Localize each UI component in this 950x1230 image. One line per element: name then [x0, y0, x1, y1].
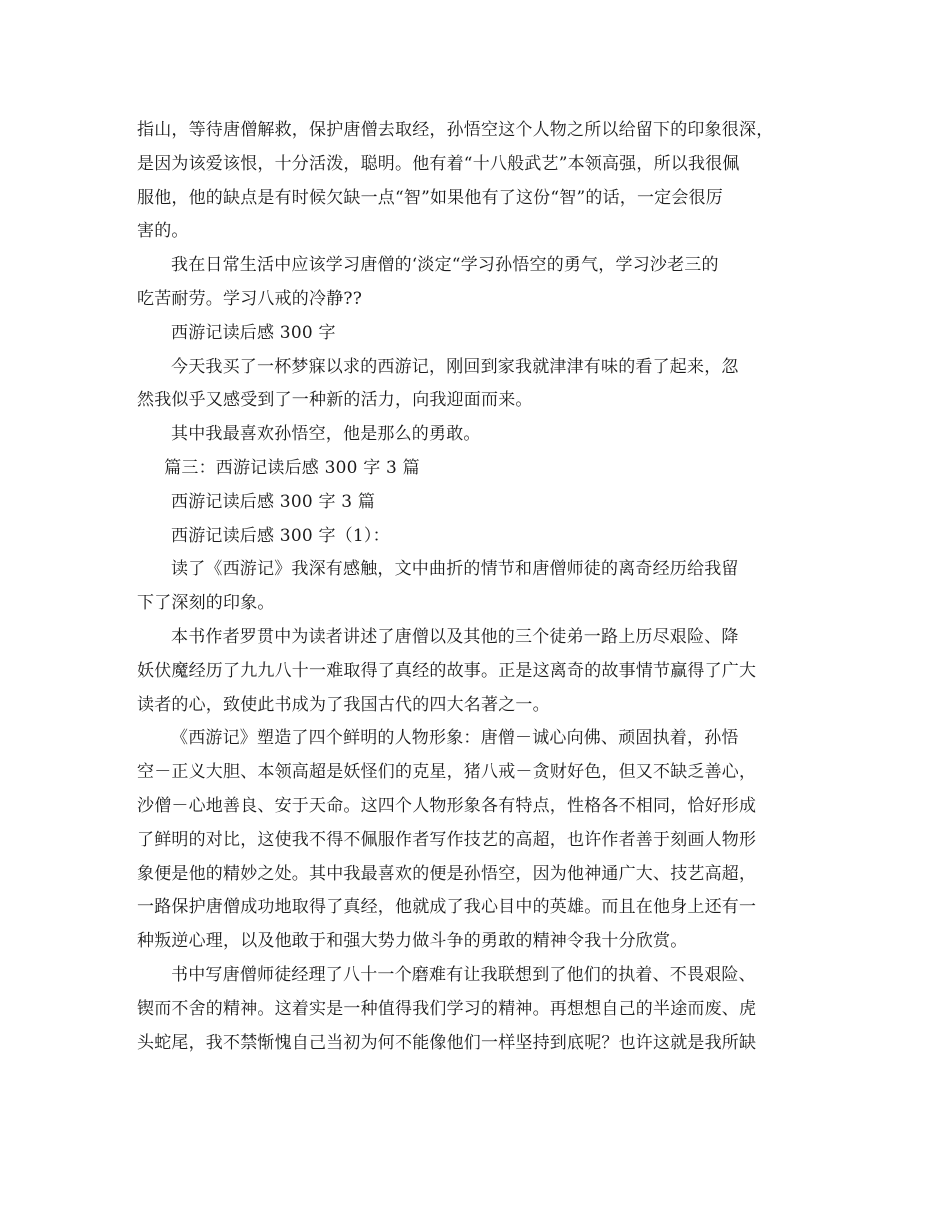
text-line: 今天我买了一杯梦寐以求的西游记，刚回到家我就津津有味的看了起来，忽 [171, 356, 739, 377]
text-line: 了鲜明的对比，这使我不得不佩服作者写作技艺的高超，也许作者善于刻画人物形 [137, 829, 757, 850]
text-line: 书中写唐僧师徒经理了八十一个磨难有让我联想到了他们的执着、不畏艰险、 [171, 964, 756, 985]
text-line: 西游记读后感 300 字（1）： [171, 525, 390, 546]
text-line: 空－正义大胆、本领高超是妖怪们的克星，猪八戒－贪财好色，但又不缺乏善心， [137, 762, 757, 783]
text-line: 然我似乎又感受到了一种新的活力，向我迎面而来。 [137, 390, 533, 411]
text-line: 我在日常生活中应该学习唐僧的‘淡定“学习孙悟空的勇气，学习沙老三的 [171, 255, 719, 276]
section-title [137, 452, 817, 486]
text-line: 锲而不舍的精神。这着实是一种值得我们学习的精神。再想想自己的半途而废、虎 [137, 998, 757, 1019]
text-line: 害的。 [137, 221, 189, 242]
text-line: 沙僧－心地善良、安于天命。这四个人物形象各有特点，性格各不相同，恰好形成 [137, 795, 757, 816]
text-line: 下了深刻的印象。 [137, 593, 275, 614]
subheading [137, 486, 817, 520]
text-line: 篇三：西游记读后感 300 字 3 篇 [164, 457, 420, 478]
paragraph [137, 621, 817, 722]
document-body [137, 114, 817, 1060]
text-line: 《西游记》塑造了四个鲜明的人物形象：唐僧－诚心向佛、顽固执着，孙悟 [171, 728, 739, 749]
paragraph [137, 722, 817, 959]
text-line: 读者的心，致使此书成为了我国古代的四大名著之一。 [137, 694, 550, 715]
paragraph-continuation [137, 114, 817, 249]
paragraph [137, 418, 817, 452]
text-line: 是因为该爱该恨，十分活泼，聪明。他有着“十八般武艺”本领高强，所以我很佩 [137, 153, 740, 174]
text-line: 指山，等待唐僧解救，保护唐僧去取经，孙悟空这个人物之所以给留下的印象很深， [137, 120, 774, 140]
subheading [137, 317, 817, 351]
text-line: 吃苦耐劳。学习八戒的冷静?? [137, 288, 363, 309]
paragraph [137, 351, 817, 419]
text-line: 其中我最喜欢孙悟空，他是那么的勇敢。 [171, 424, 481, 445]
paragraph [137, 959, 817, 1060]
text-line: 西游记读后感 300 字 [171, 322, 336, 343]
text-line: 种叛逆心理，以及他敢于和强大势力做斗争的勇敢的精神令我十分欣赏。 [137, 931, 688, 952]
text-line: 西游记读后感 300 字 3 篇 [171, 491, 376, 512]
text-line: 头蛇尾，我不禁惭愧自己当初为何不能像他们一样坚持到底呢？也许这就是我所缺 [137, 1032, 757, 1053]
subheading [137, 520, 817, 554]
text-line: 服他，他的缺点是有时候欠缺一点“智”如果他有了这份“智”的话，一定会很厉 [137, 187, 723, 208]
paragraph [137, 249, 817, 317]
text-line: 象便是他的精妙之处。其中我最喜欢的便是孙悟空，因为他神通广大、技艺高超， [137, 863, 757, 884]
text-line: 读了《西游记》我深有感触，文中曲折的情节和唐僧师徒的离奇经历给我留 [171, 559, 739, 580]
text-line: 本书作者罗贯中为读者讲述了唐僧以及其他的三个徒弟一路上历尽艰险、降 [171, 626, 739, 647]
text-line: 一路保护唐僧成功地取得了真经，他就成了我心目中的英雄。而且在他身上还有一 [137, 897, 757, 918]
text-line: 妖伏魔经历了九九八十一难取得了真经的故事。正是这离奇的故事情节赢得了广大 [137, 660, 757, 681]
paragraph [137, 553, 817, 621]
